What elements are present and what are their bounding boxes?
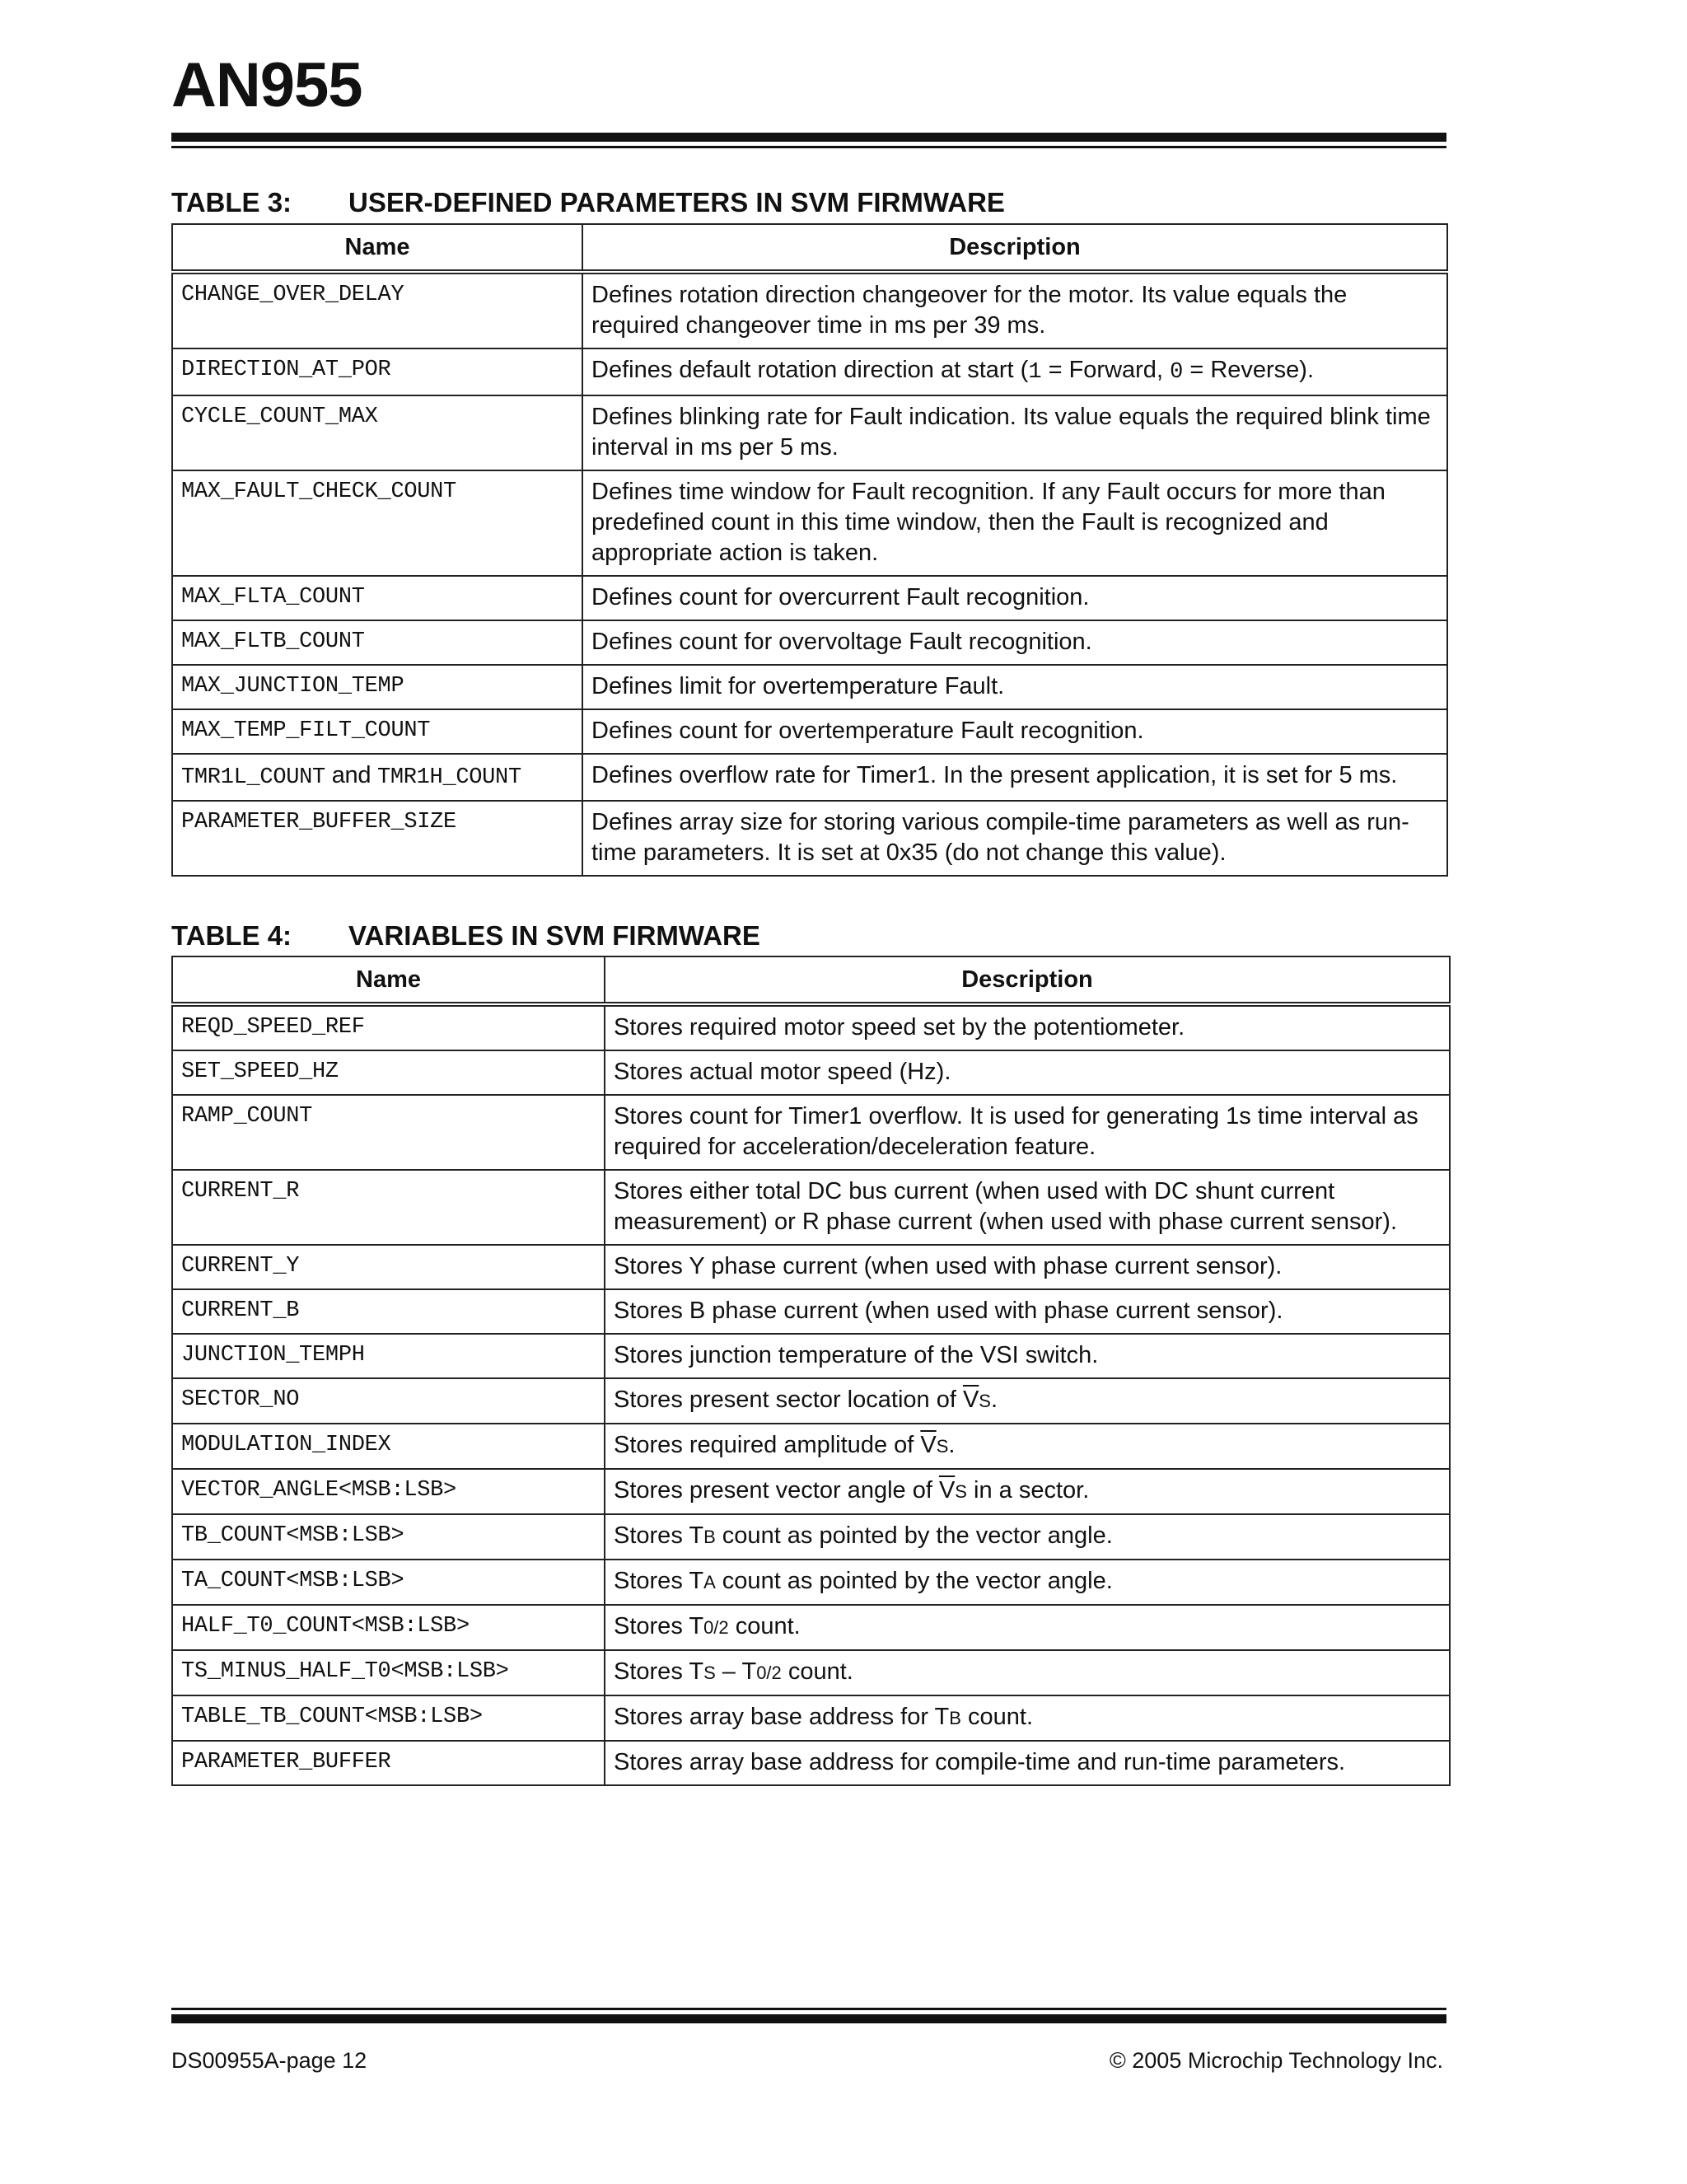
variable-description [605, 1424, 1450, 1469]
param-description: Defines blinking rate for Fault indication. Its value equals the required blink time interval in ms per 5 ms. [582, 395, 1447, 470]
variable-name: SECTOR_NO [172, 1378, 605, 1424]
param-description: Defines array size for storing various compile-time parameters as well as run-time parameters. It is set at 0x35 (do not change this value). [582, 801, 1447, 876]
table4-header-description: Description [605, 956, 1450, 1004]
param-name: DIRECTION_AT_POR [172, 348, 582, 395]
param-name-conjunction: and [325, 762, 377, 788]
desc-text: Defines default rotation direction at start ( [591, 357, 1029, 383]
table3-header-description: Description [582, 224, 1447, 272]
desc-text: Stores present vector angle of [614, 1477, 939, 1504]
variable-description [605, 1650, 1450, 1695]
param-name: MAX_FLTA_COUNT [172, 576, 582, 620]
vector-symbol: $\overline{V}$ [920, 1432, 937, 1458]
variable-name: CURRENT_R [172, 1170, 605, 1245]
table-row [172, 395, 1447, 470]
table-row [172, 620, 1447, 665]
variable-description: Stores junction temperature of the VSI switch. [605, 1334, 1450, 1378]
table4-caption-title: VARIABLES IN SVM FIRMWARE [348, 920, 760, 951]
variable-description: Stores actual motor speed (Hz). [605, 1050, 1450, 1095]
table-row [172, 1695, 1450, 1741]
table-row [172, 1170, 1450, 1245]
table-row [172, 1424, 1450, 1469]
desc-text: Stores array base address for T [614, 1704, 950, 1730]
desc-text: Stores present sector location of [614, 1387, 963, 1413]
desc-text: in a sector. [966, 1477, 1090, 1504]
variable-name: JUNCTION_TEMPH [172, 1334, 605, 1378]
subscript: B [703, 1527, 716, 1547]
variable-description: Stores Y phase current (when used with phase current sensor). [605, 1245, 1450, 1289]
table-row [172, 1514, 1450, 1560]
desc-text: count. [781, 1658, 853, 1685]
subscript: 0/2 [756, 1663, 782, 1683]
table-row [172, 1095, 1450, 1170]
table-row [172, 348, 1447, 395]
table3-header-row [172, 224, 1447, 272]
desc-text: count. [960, 1704, 1034, 1730]
table4-caption-number: TABLE 4: [171, 920, 292, 951]
param-name: PARAMETER_BUFFER_SIZE [172, 801, 582, 876]
param-name: MAX_JUNCTION_TEMP [172, 665, 582, 709]
table3-caption-title: USER-DEFINED PARAMETERS IN SVM FIRMWARE [348, 187, 1005, 217]
param-name-part: TMR1L_COUNT [181, 765, 325, 790]
variable-description [605, 1695, 1450, 1741]
variable-name: HALF_T0_COUNT<MSB:LSB> [172, 1605, 605, 1650]
param-description: Defines overflow rate for Timer1. In the present application, it is set for 5 ms. [582, 754, 1447, 801]
subscript: B [949, 1708, 961, 1728]
table-row [172, 1004, 1450, 1050]
table3-caption [171, 189, 1005, 216]
document-id: AN955 [171, 50, 362, 120]
subscript: 0/2 [703, 1617, 729, 1638]
table-row [172, 1605, 1450, 1650]
table4 [171, 956, 1451, 1786]
variable-name: VECTOR_ANGLE<MSB:LSB> [172, 1469, 605, 1514]
copyright: © 2005 Microchip Technology Inc. [1109, 2048, 1443, 2073]
variable-name: TS_MINUS_HALF_T0<MSB:LSB> [172, 1650, 605, 1695]
param-name [172, 754, 582, 801]
table4-header-row [172, 956, 1450, 1004]
table3-caption-number: TABLE 3: [171, 187, 292, 217]
variable-description: Stores array base address for compile-time and run-time parameters. [605, 1741, 1450, 1785]
vector-symbol: $\overline{V}$ [962, 1387, 979, 1413]
desc-text: – T [715, 1658, 757, 1685]
param-name: MAX_TEMP_FILT_COUNT [172, 709, 582, 754]
variable-name: PARAMETER_BUFFER [172, 1741, 605, 1785]
variable-name: TA_COUNT<MSB:LSB> [172, 1560, 605, 1605]
variable-name: CURRENT_Y [172, 1245, 605, 1289]
table3 [171, 223, 1448, 877]
variable-description [605, 1514, 1450, 1560]
desc-text: Stores T [614, 1658, 704, 1685]
param-name: MAX_FLTB_COUNT [172, 620, 582, 665]
subscript: S [703, 1663, 716, 1683]
param-description: Defines count for overvoltage Fault recognition. [582, 620, 1447, 665]
desc-text: count. [728, 1613, 801, 1639]
param-description: Defines count for overtemperature Fault recognition. [582, 709, 1447, 754]
variable-description [605, 1469, 1450, 1514]
table3-header-name: Name [172, 224, 582, 272]
desc-text: Stores T [614, 1613, 704, 1639]
forward-value: 1 [1028, 360, 1042, 385]
variable-name: RAMP_COUNT [172, 1095, 605, 1170]
vector-subscript: S [936, 1436, 949, 1457]
page-number: DS00955A-page 12 [171, 2048, 367, 2073]
vector-symbol: $\overline{V}$ [938, 1477, 956, 1504]
header-rule-thick [171, 133, 1446, 142]
table4-header-name: Name [172, 956, 605, 1004]
table-row [172, 272, 1447, 348]
param-name-part: TMR1H_COUNT [376, 765, 521, 790]
variable-description [605, 1605, 1450, 1650]
desc-text: Stores required amplitude of [614, 1432, 921, 1458]
variable-name: MODULATION_INDEX [172, 1424, 605, 1469]
table-row [172, 801, 1447, 876]
table-row [172, 754, 1447, 801]
table-row [172, 576, 1447, 620]
desc-text: . [948, 1432, 956, 1458]
table-row [172, 1560, 1450, 1605]
desc-text: Stores T [614, 1568, 704, 1594]
desc-text: count as pointed by the vector angle. [715, 1522, 1113, 1549]
param-description: Defines count for overcurrent Fault recognition. [582, 576, 1447, 620]
param-description [582, 348, 1447, 395]
variable-description: Stores required motor speed set by the potentiometer. [605, 1004, 1450, 1050]
variable-description: Stores B phase current (when used with phase current sensor). [605, 1289, 1450, 1334]
table-row [172, 1245, 1450, 1289]
param-name: CHANGE_OVER_DELAY [172, 272, 582, 348]
table4-caption [171, 922, 760, 949]
param-name: CYCLE_COUNT_MAX [172, 395, 582, 470]
variable-name: SET_SPEED_HZ [172, 1050, 605, 1095]
table-row [172, 470, 1447, 576]
footer-rule-thick [171, 2014, 1446, 2023]
desc-text: count as pointed by the vector angle. [715, 1568, 1113, 1594]
table-row [172, 1741, 1450, 1785]
table-row [172, 665, 1447, 709]
desc-text: . [990, 1387, 998, 1413]
param-name: MAX_FAULT_CHECK_COUNT [172, 470, 582, 576]
vector-subscript: S [979, 1391, 991, 1411]
variable-name: REQD_SPEED_REF [172, 1004, 605, 1050]
param-description: Defines time window for Fault recognition. If any Fault occurs for more than predefined count in this time window, then the Fault is recognized and appropriate action is taken. [582, 470, 1447, 576]
table-row [172, 709, 1447, 754]
variable-name: TABLE_TB_COUNT<MSB:LSB> [172, 1695, 605, 1741]
variable-description [605, 1378, 1450, 1424]
vector-subscript: S [955, 1481, 967, 1502]
variable-name: TB_COUNT<MSB:LSB> [172, 1514, 605, 1560]
footer-rule-thin [171, 2008, 1446, 2010]
desc-text: Stores T [614, 1522, 704, 1549]
table-row [172, 1334, 1450, 1378]
param-description: Defines rotation direction changeover for the motor. Its value equals the required changeover time in ms per 39 ms. [582, 272, 1447, 348]
table-row [172, 1469, 1450, 1514]
table-row [172, 1650, 1450, 1695]
variable-description: Stores count for Timer1 overflow. It is used for generating 1s time interval as required for acceleration/deceleration feature. [605, 1095, 1450, 1170]
variable-description [605, 1560, 1450, 1605]
subscript: A [703, 1572, 716, 1592]
table-row [172, 1050, 1450, 1095]
param-description: Defines limit for overtemperature Fault. [582, 665, 1447, 709]
variable-name: CURRENT_B [172, 1289, 605, 1334]
desc-text: = Forward, [1041, 357, 1171, 383]
table-row [172, 1378, 1450, 1424]
reverse-value: 0 [1170, 360, 1184, 385]
variable-description: Stores either total DC bus current (when used with DC shunt current measurement) or R phase current (when used with phase current sensor). [605, 1170, 1450, 1245]
header-rule-thin [171, 146, 1446, 148]
table-row [172, 1289, 1450, 1334]
desc-text: = Reverse). [1183, 357, 1315, 383]
